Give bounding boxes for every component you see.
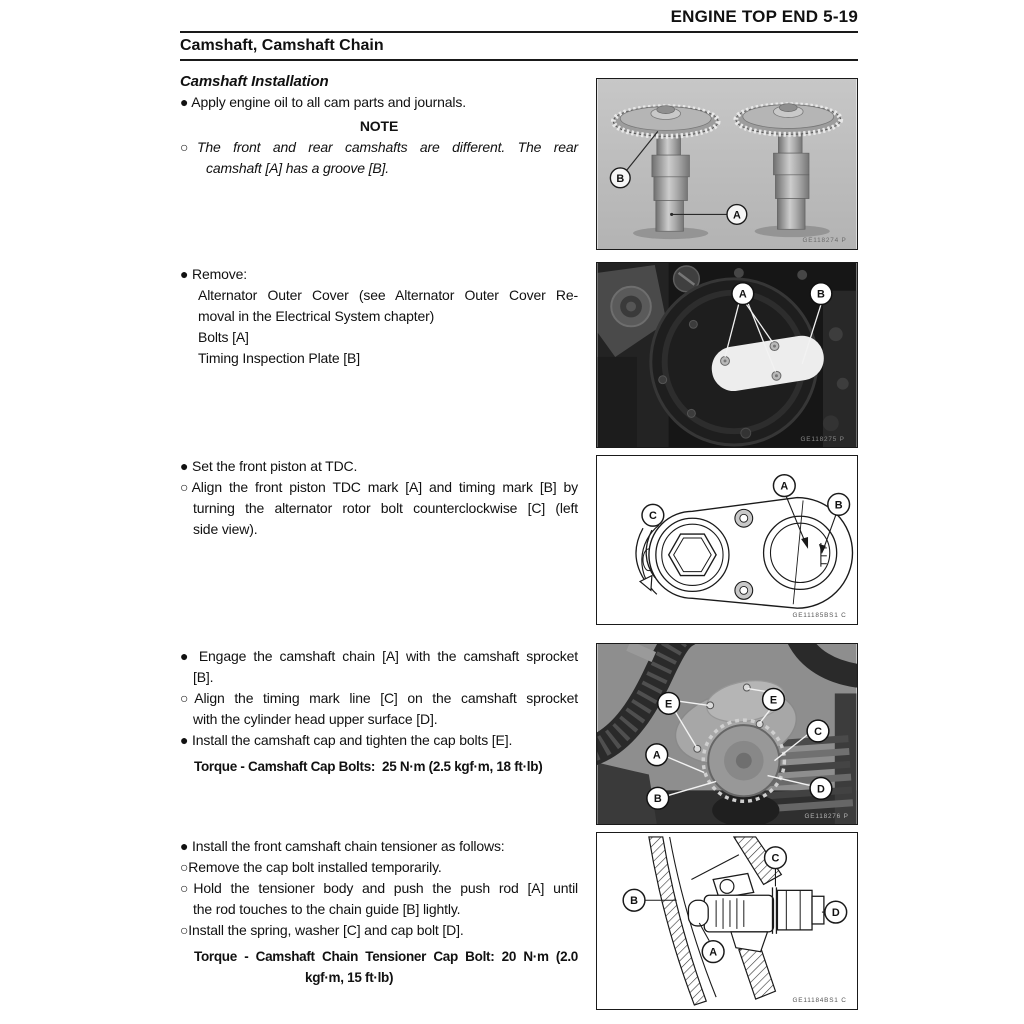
figure-camshafts-photo — [596, 78, 858, 250]
alternator-rotor-bolt — [656, 518, 729, 591]
svg-text:B: B — [653, 793, 662, 806]
svg-text:A: A — [780, 480, 789, 493]
callout-c — [642, 504, 664, 526]
svg-text:B: B — [630, 895, 638, 908]
figure-code: GE118274 P — [802, 237, 847, 245]
text-line: ● Install the front camshaft chain tensioner as follows: — [180, 838, 505, 854]
callout-a — [727, 205, 747, 225]
text-line: ● Apply engine oil to all cam parts and journals. — [180, 94, 466, 110]
text-line: ○Align the timing mark line [C] on the camshaft sprocket — [180, 690, 578, 706]
text-line: moval in the Electrical System chapter) — [198, 308, 435, 324]
callout-d — [825, 901, 847, 923]
svg-text:E: E — [769, 694, 778, 707]
text-line: side view). — [193, 521, 258, 537]
svg-text:A: A — [732, 209, 741, 222]
callout-b — [647, 787, 669, 809]
text-line: ● Remove: — [180, 266, 248, 282]
callout-a — [732, 283, 754, 305]
alternator-cover-illustration — [597, 263, 857, 447]
page-title: ENGINE TOP END 5-19 — [670, 7, 858, 26]
figure-camshaft-cap-photo — [596, 643, 858, 825]
callout-a — [773, 475, 795, 497]
text-line: ○Hold the tensioner body and push the push rod [A] until — [180, 880, 578, 896]
figure-chain-tensioner-diagram — [596, 832, 858, 1010]
chain-tensioner-illustration — [597, 833, 857, 1009]
callout-a — [646, 744, 668, 766]
callout-b — [610, 168, 630, 188]
figure-tdc-timing-diagram — [596, 455, 858, 625]
svg-text:B: B — [616, 172, 625, 185]
text-line: Bolts [A] — [198, 329, 249, 345]
step-set-tdc — [180, 456, 578, 540]
svg-text:E: E — [665, 698, 673, 711]
figure-code: GE118276 P — [804, 813, 849, 821]
step-camshaft-installation — [180, 71, 578, 179]
text-line: with the cylinder head upper surface [D]. — [193, 711, 438, 727]
camshafts-illustration — [597, 79, 857, 249]
text-line: camshaft [A] has a groove [B]. — [206, 160, 390, 176]
text-line: ● Set the front piston at TDC. — [180, 458, 358, 474]
svg-text:D: D — [831, 907, 840, 920]
callout-b — [828, 494, 850, 516]
callout-a — [702, 941, 724, 963]
text-line: ○The front and rear camshafts are different. The rear — [180, 139, 578, 155]
figure-timing-inspection-plate-photo — [596, 262, 858, 448]
divider — [180, 59, 858, 61]
text-line: ○Remove the cap bolt installed temporarily. — [180, 859, 442, 875]
text-line: ○Align the front piston TDC mark [A] and timing mark [B] by — [180, 479, 578, 495]
text-line: turning the alternator rotor bolt counterclockwise [C] (left — [193, 500, 578, 516]
figure-code: GE11185BS1 C — [792, 612, 847, 620]
callout-d — [810, 778, 832, 800]
text-line: Alternator Outer Cover (see Alternator Outer Cover Re- — [198, 287, 578, 303]
callout-e2 — [763, 689, 785, 711]
callout-b — [810, 283, 832, 305]
step-install-tensioner — [180, 836, 578, 988]
text-line: ● Engage the camshaft chain [A] with the camshaft sprocket — [180, 648, 578, 664]
callout-b — [623, 889, 645, 911]
text-line: ● Install the camshaft cap and tighten the cap bolts [E]. — [180, 732, 513, 748]
step-engage-chain — [180, 646, 578, 777]
text-line: the rod touches to the chain guide [B] lightly. — [193, 901, 461, 917]
svg-text:B: B — [817, 288, 825, 301]
step-remove — [180, 264, 578, 369]
divider — [180, 31, 858, 33]
torque-spec: Torque - Camshaft Chain Tensioner Cap Bolt: 20 N·m (2.0 — [194, 949, 578, 964]
text-line: Timing Inspection Plate [B] — [198, 350, 360, 366]
timing-mark-diagram — [597, 456, 857, 624]
svg-text:C: C — [771, 852, 780, 865]
cap-bolt — [777, 890, 823, 930]
svg-text:A: A — [709, 946, 718, 959]
text-line: ○Install the spring, washer [C] and cap bolt [D]. — [180, 922, 464, 938]
subsection-title: Camshaft Installation — [180, 73, 329, 90]
text-line: [B]. — [193, 669, 214, 685]
note-title: NOTE — [359, 118, 399, 134]
callout-c — [765, 847, 787, 869]
torque-spec: Torque - Camshaft Cap Bolts: 25 N·m (2.5 kgf·m, 18 ft·lb) — [194, 759, 543, 774]
callout-e1 — [658, 692, 680, 714]
svg-text:A: A — [652, 749, 661, 762]
figure-code: GE118275 P — [800, 436, 845, 444]
figure-code: GE11184BS1 C — [792, 997, 847, 1005]
svg-text:D: D — [817, 783, 825, 796]
section-title: Camshaft, Camshaft Chain — [180, 37, 384, 54]
svg-text:B: B — [834, 499, 843, 512]
torque-spec: kgf·m, 15 ft·lb) — [305, 970, 394, 985]
camshaft-sprocket — [703, 720, 784, 801]
svg-text:A: A — [738, 288, 747, 301]
push-rod — [688, 900, 708, 926]
svg-text:C: C — [648, 510, 657, 523]
svg-text:C: C — [814, 725, 822, 738]
camshaft-cap-illustration — [597, 644, 857, 824]
callout-c — [807, 720, 829, 742]
